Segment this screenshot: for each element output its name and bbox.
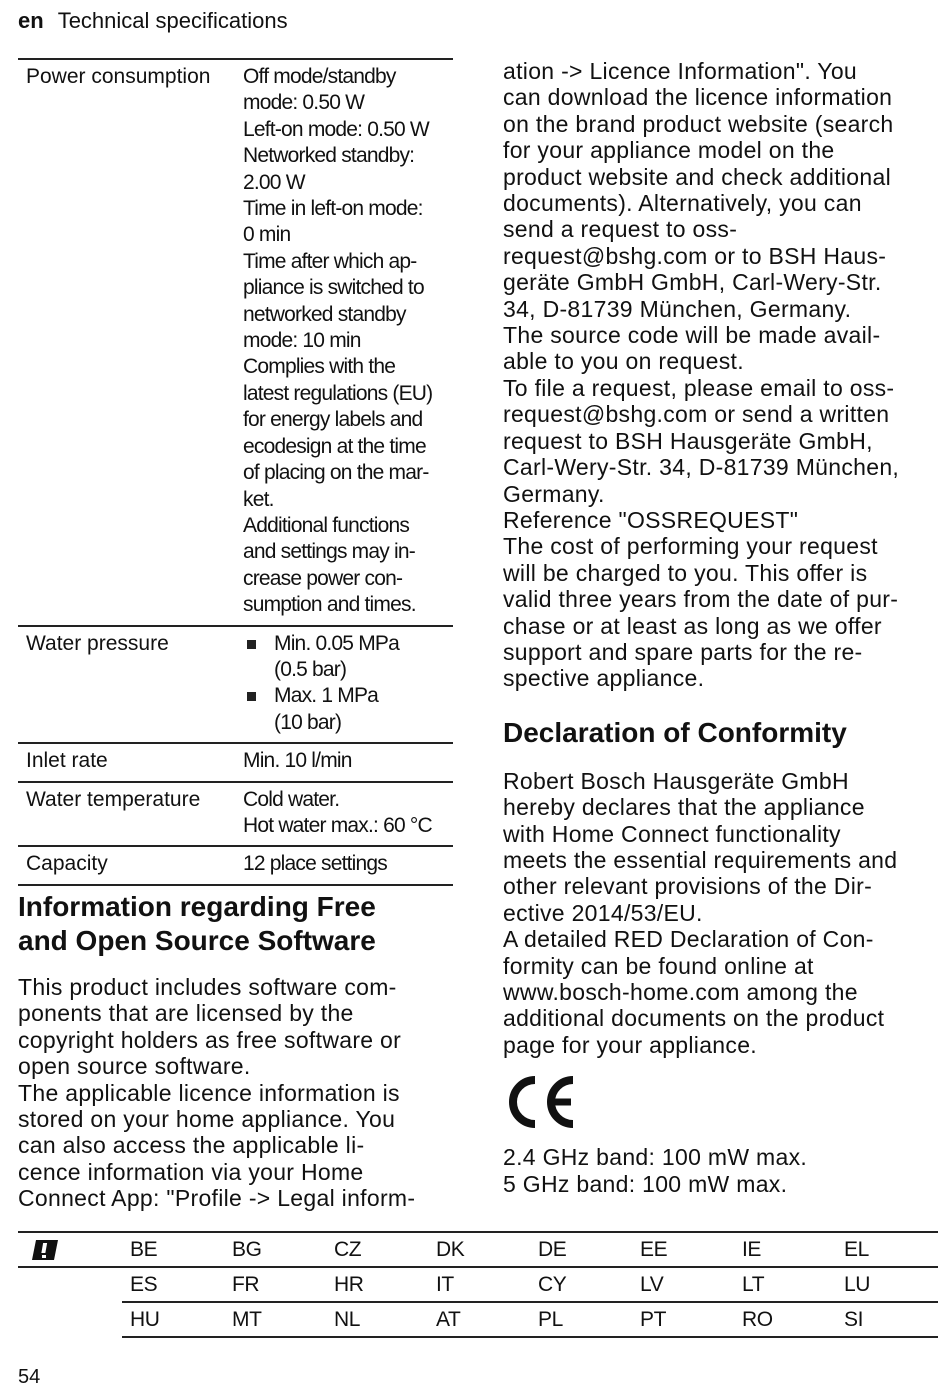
text-line: 5 GHz band: 100 mW max. [503,1170,788,1197]
spec-line: of placing on the mar- [243,461,429,485]
country-code: FR [232,1272,260,1296]
spec-line: Off mode/standby [243,65,396,88]
spec-table [18,58,453,886]
spec-label: Inlet rate [26,749,108,773]
text-line: hereby declares that the appliance [503,794,865,821]
country-code: PT [640,1307,667,1331]
conformity-body [503,768,943,1058]
spec-row-capacity [18,847,453,885]
text-line: 34, D-81739 München, Germany. [503,295,852,322]
bullet-item [243,631,453,684]
text-line: copyright holders as free software or [18,1026,402,1053]
spec-line: Networked standby: [243,144,415,168]
spec-value [243,748,453,774]
country-code: IE [742,1237,762,1261]
spec-line: ecodesign at the time [243,434,426,458]
country-row [122,1268,938,1303]
spec-value [243,631,453,737]
spec-line: mode: 10 min [243,329,361,353]
spec-line: Additional functions [243,513,410,537]
text-line: stored on your home appliance. You [18,1106,396,1133]
text-line: can download the licence information [503,84,893,111]
ce-mark-icon [503,1072,579,1132]
text-line: spective appliance. [503,665,705,692]
text-line: Reference "OSSREQUEST" [503,506,799,533]
spec-line: ket. [243,487,274,511]
country-code: DK [436,1237,465,1261]
text-line: able to you on request. [503,348,744,375]
country-table [18,1231,938,1338]
text-line: The applicable licence information is [18,1079,400,1106]
spec-label: Water pressure [26,631,169,655]
text-line: ation -> Licence Information". You [503,58,858,84]
text-line: Germany. [503,480,605,507]
foss-body-right [503,58,943,692]
spec-row-power [18,60,453,627]
text-line: valid three years from the date of pur- [503,586,899,613]
text-line: product website and check additional [503,163,891,190]
heading-line: Information regarding Free [18,891,376,922]
spec-line: 0 min [243,223,291,247]
text-line: The cost of performing your request [503,533,878,560]
text-line: formity can be found online at [503,952,814,979]
spec-label: Water temperature [26,787,201,811]
bullet-item [243,683,453,736]
text-line: for your appliance model on the [503,137,835,164]
text-line: on the brand product website (search [503,110,894,137]
country-code: LU [844,1272,871,1296]
country-code: CZ [334,1237,362,1261]
text-line: other relevant provisions of the Dir- [503,873,873,900]
text-line: can also access the applicable li- [18,1132,365,1159]
spec-value [243,787,453,840]
foss-heading [18,890,458,958]
band-info [503,1144,943,1197]
country-code: LV [640,1272,664,1296]
country-code: DE [538,1237,567,1261]
spec-line: Min. 10 l/min [243,749,352,773]
country-code: EL [844,1237,869,1261]
spec-line: Complies with the [243,355,396,379]
spec-line: pliance is switched to [243,276,424,300]
text-line: support and spare parts for the re- [503,638,863,665]
spec-line: Time after which ap- [243,249,417,273]
spec-line: crease power con- [243,566,403,590]
text-line: page for your appliance. [503,1031,757,1058]
country-code: BG [232,1237,262,1261]
country-code: AT [436,1307,461,1331]
spec-line: latest regulations (EU) [243,381,433,405]
text-line: send a request to oss- [503,216,738,243]
text-line: This product includes software com- [18,974,397,1000]
country-row [18,1233,938,1268]
spec-line: 12 place settings [243,852,388,876]
country-code: EE [640,1237,668,1261]
bullet-square-icon [247,692,256,701]
spec-line: sumption and times. [243,593,416,617]
text-line: To file a request, please email to oss- [503,374,895,401]
spec-row-water-temperature [18,783,453,848]
page-number: 54 [18,1366,41,1388]
text-line: 2.4 GHz band: 100 mW max. [503,1144,808,1171]
country-code: LT [742,1272,765,1296]
text-line: meets the essential requirements and [503,846,898,873]
text-line: www.bosch-home.com among the [503,979,858,1005]
country-code: NL [334,1307,361,1331]
foss-body-left [18,974,458,1212]
page-header [18,8,288,34]
country-code: HR [334,1272,364,1296]
spec-label: Capacity [26,852,108,876]
country-code: HU [130,1307,160,1331]
heading-line: and Open Source Software [18,925,376,956]
text-line: documents). Alternatively, you can [503,190,862,217]
bullet-line: Max. 1 MPa [274,684,379,708]
text-line: cence information via your Home [18,1158,364,1185]
bullet-line: (0.5 bar) [274,657,347,681]
spec-value [243,851,453,877]
bullet-square-icon [247,640,256,649]
foss-section [18,890,458,1212]
text-line: with Home Connect functionality [503,820,841,847]
spec-label: Power consumption [26,65,211,88]
spec-line: and settings may in- [243,540,415,564]
text-line: Robert Bosch Hausgeräte GmbH [503,767,849,794]
country-code: PL [538,1307,563,1331]
text-line: open source software. [18,1053,251,1080]
text-line: additional documents on the product [503,1005,885,1032]
country-code: ES [130,1272,158,1296]
country-code: SI [844,1307,864,1331]
text-line: chase or at least as long as we offer [503,612,882,639]
country-code: MT [232,1307,262,1331]
spec-line: networked standby [243,302,406,326]
country-code: BE [130,1237,158,1261]
spec-row-inlet-rate [18,744,453,782]
spec-line: Cold water. [243,787,340,811]
country-code: RO [742,1307,773,1331]
text-line: geräte GmbH GmbH, Carl-Wery-Str. [503,269,882,296]
right-column [503,58,943,1197]
text-line: request to BSH Hausgeräte GmbH, [503,427,873,454]
spec-line: Time in left-on mode: [243,197,423,221]
text-line: Carl-Wery-Str. 34, D-81739 München, [503,454,900,481]
section-title: Technical specifications [57,8,288,33]
text-line: A detailed RED Declaration of Con- [503,926,874,953]
language-code: en [18,8,44,33]
spec-line: Hot water max.: 60 °C [243,813,432,837]
country-row [122,1303,938,1338]
country-code: IT [436,1272,454,1296]
text-line: request@bshg.com or send a written [503,401,890,428]
spec-line: for energy labels and [243,408,423,432]
bullet-line: Min. 0.05 MPa [274,631,399,655]
spec-row-water-pressure [18,627,453,745]
bullet-line: (10 bar) [274,710,342,734]
text-line: request@bshg.com or to BSH Haus- [503,242,887,269]
spec-line: 2.00 W [243,170,305,194]
warning-note-icon [30,1238,60,1262]
text-line: Connect App: "Profile -> Legal inform- [18,1185,416,1212]
spec-line: mode: 0.50 W [243,91,365,115]
text-line: will be charged to you. This offer is [503,559,868,586]
text-line: ponents that are licensed by the [18,1000,354,1027]
country-code: CY [538,1272,567,1296]
spec-value [243,64,453,619]
spec-line: Left-on mode: 0.50 W [243,117,429,141]
text-line: ective 2014/53/EU. [503,899,703,926]
text-line: The source code will be made avail- [503,322,881,349]
conformity-heading: Declaration of Conformity [503,716,847,748]
